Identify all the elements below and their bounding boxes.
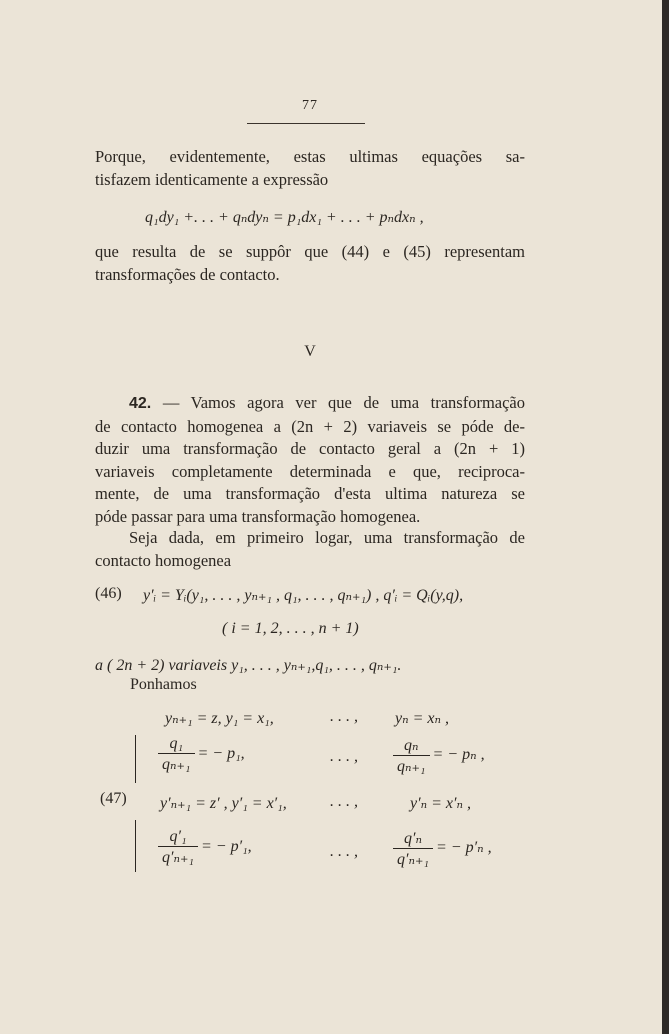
p42-line-1-text: — Vamos agora ver que de uma transformação [151, 393, 525, 412]
eq47-row4-right-den: q′ₙ₊₁ [397, 851, 429, 868]
eq47-row2-right-rhs: = − pₙ , [432, 746, 485, 764]
section-heading: V [304, 343, 316, 360]
eq47-row2-left [155, 735, 245, 774]
paragraph-42 [95, 392, 525, 528]
eq47-row2-right [390, 735, 485, 776]
eq47-row4-left-rhs: = − p′₁, [201, 838, 252, 856]
seja-line-2: contacto homogenea [95, 550, 232, 570]
eq47-row4-right-rhs: = − p′ₙ , [436, 839, 492, 857]
eq47-row2-left-num: q₁ [158, 735, 195, 754]
after-eq-line-2: transformações de contacto. [95, 264, 280, 284]
intro-line-2: tisfazem identicamente a expressão [95, 169, 329, 189]
p42-line-3: duzir uma transformação de contacto geral a (2n + 1) [95, 439, 525, 458]
p42-line-4: variaveis completamente determinada e que, reciproca- [95, 461, 525, 481]
brace-upper [135, 735, 136, 783]
eq47-row1-left: yₙ₊₁ = z, y₁ = x₁, [165, 710, 274, 727]
eq47-row3-right: y′ₙ = x′ₙ , [410, 795, 471, 812]
variables-line: a ( 2n + 2) variaveis y₁, . . . , yₙ₊₁,q₁, . . . , qₙ₊₁. [95, 657, 402, 674]
eq47-row4-left-num: q′₁ [158, 828, 198, 847]
eq46-body: y′ᵢ = Yᵢ(y₁, . . . , yₙ₊₁ , q₁, . . . , qₙ₊₁) , q′ᵢ = Qᵢ(y,q), [143, 587, 464, 604]
intro-line-1: Porque, evidentemente, estas ultimas equações sa- [95, 147, 525, 166]
p42-line-5: mente, de uma transformação d'esta ultima natureza se [95, 484, 525, 503]
after-eq-line-1: que resulta de se suppôr que (44) e (45) representam [95, 242, 525, 261]
eq47-row4-left-den: q′ₙ₊₁ [162, 849, 194, 866]
brace-lower [135, 820, 136, 872]
eq46-range: ( i = 1, 2, . . . , n + 1) [222, 620, 359, 637]
seja-line-1: Seja dada, em primeiro logar, uma transformação de [129, 528, 525, 547]
intro-paragraph [95, 146, 525, 191]
eq47-row4-right-num: q′ₙ [393, 828, 433, 849]
paragraph-seja [95, 527, 525, 572]
page-number: 77 [302, 98, 318, 113]
p42-line-6: póde passar para uma transformação homogenea. [95, 506, 421, 526]
eq47-row1-right: yₙ = xₙ , [395, 710, 449, 727]
eq47-row3-left: y′ₙ₊₁ = z′ , y′₁ = x′₁, [160, 795, 287, 812]
p42-line-2: de contacto homogenea a (2n + 2) variaveis se póde de- [95, 416, 525, 436]
paragraph-number: 42. [129, 395, 152, 412]
eq47-label: (47) [100, 790, 127, 807]
eq47-row3-dots: . . . , [330, 793, 358, 810]
eq47-row4-dots: . . . , [330, 843, 358, 860]
eq47-row2-left-rhs: = − p₁, [197, 745, 245, 763]
eq47-row1-dots: . . . , [330, 708, 358, 725]
p42-line-1 [95, 392, 525, 416]
eq47-row2-right-den: qₙ₊₁ [397, 758, 426, 775]
eq47-row2-left-den: qₙ₊₁ [162, 756, 191, 773]
eq47-row2-dots: . . . , [330, 748, 358, 765]
page-edge [662, 0, 669, 1034]
ponhamos: Ponhamos [130, 676, 197, 693]
header-rule [247, 123, 365, 124]
main-equation: q₁dy₁ +. . . + qₙdyₙ = p₁dx₁ + . . . + pₙdxₙ , [145, 209, 424, 226]
eq47-row4-left [155, 828, 252, 867]
eq47-row4-right [390, 828, 492, 869]
eq46-label: (46) [95, 585, 122, 602]
eq47-row2-right-num: qₙ [393, 735, 430, 756]
after-equation-paragraph [95, 241, 525, 286]
